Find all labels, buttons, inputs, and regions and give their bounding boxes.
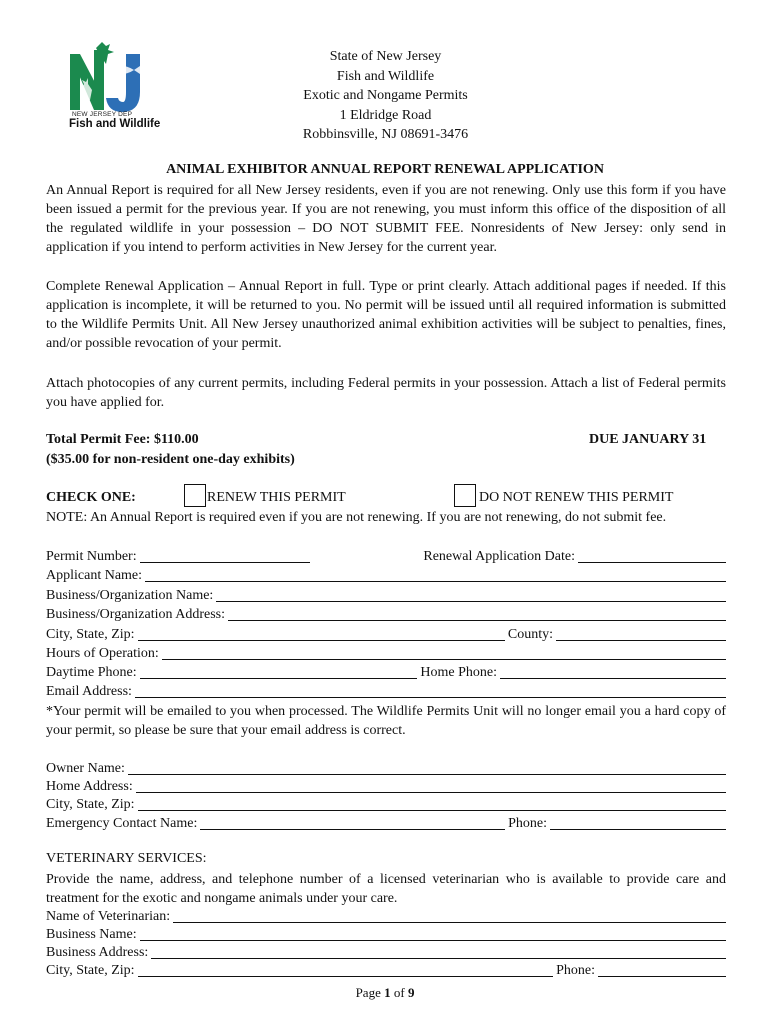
org-name-field[interactable] — [216, 589, 726, 602]
org-address-row — [46, 606, 726, 623]
vet-heading: VETERINARY SERVICES: — [46, 851, 207, 866]
email-row — [46, 683, 726, 700]
logo-caption-small: NEW JERSEY DEP — [72, 111, 133, 118]
vet-business-address-field[interactable] — [151, 946, 726, 959]
owner-name-field[interactable] — [128, 762, 726, 775]
header-line-unit: Exotic and Nongame Permits — [303, 88, 468, 103]
agency-address-block — [0, 47, 770, 145]
email-field[interactable] — [135, 685, 726, 698]
vet-name-label: Name of Veterinarian: — [46, 909, 171, 924]
do-not-renew-checkbox[interactable] — [454, 484, 476, 507]
owner-city-row — [46, 796, 726, 813]
emergency-contact-label: Emergency Contact Name: — [46, 816, 198, 831]
applicant-name-label: Applicant Name: — [46, 568, 143, 583]
org-name-label: Business/Organization Name: — [46, 588, 214, 603]
emergency-contact-row — [46, 815, 726, 832]
logo-caption-large: Fish and Wildlife — [69, 118, 161, 130]
owner-city-field[interactable] — [138, 798, 726, 811]
hours-field[interactable] — [162, 647, 726, 660]
applicant-name-field[interactable] — [145, 569, 726, 582]
daytime-phone-field[interactable] — [140, 666, 418, 679]
vet-city-label: City, State, Zip: — [46, 963, 135, 978]
email-note: *Your permit will be emailed to you when processed. The Wildlife Permits Unit will no longer email you a hard copy of your permit, so please be sure that your email address is correct. — [46, 704, 726, 738]
home-address-field[interactable] — [136, 780, 726, 793]
home-address-label: Home Address: — [46, 779, 133, 794]
nonresident-fee: ($35.00 for non-resident one-day exhibits) — [46, 452, 295, 467]
owner-name-row — [46, 760, 726, 777]
emergency-phone-label: Phone: — [508, 816, 547, 831]
renewal-date-field[interactable] — [578, 550, 726, 563]
email-label: Email Address: — [46, 684, 132, 699]
applicant-name-row — [46, 567, 726, 584]
renewal-date-label: Renewal Application Date: — [423, 549, 575, 564]
city-county-row — [46, 626, 726, 643]
phones-row — [46, 664, 726, 681]
intro-paragraph-1: An Annual Report is required for all New Jersey residents, even if you are not renewing. Only use this form if you have been issued a permit for the previous year. If you are not renewing, you must inform this office of the disposition of all the regulated wildlife in your possession – DO NOT SUBMIT FEE. Nonresidents of New Jersey: only send in application if you intend to perform activities in New Jersey for the current year. — [46, 183, 726, 255]
vet-city-row — [46, 962, 726, 979]
city-state-zip-field[interactable] — [138, 628, 505, 641]
permit-number-row — [46, 548, 726, 565]
vet-business-address-row — [46, 944, 726, 961]
vet-name-row — [46, 908, 726, 925]
vet-phone-label: Phone: — [556, 963, 595, 978]
city-state-zip-label: City, State, Zip: — [46, 627, 135, 642]
owner-city-label: City, State, Zip: — [46, 797, 135, 812]
daytime-phone-label: Daytime Phone: — [46, 665, 137, 680]
header-line-state: State of New Jersey — [329, 49, 442, 64]
emergency-phone-field[interactable] — [550, 817, 726, 830]
page-indicator — [0, 985, 770, 1001]
owner-name-label: Owner Name: — [46, 761, 125, 776]
hours-row — [46, 645, 726, 662]
vet-business-name-field[interactable] — [140, 928, 726, 941]
renew-permit-checkbox[interactable] — [184, 484, 206, 507]
page-word: Page — [355, 985, 381, 1000]
total-permit-fee: Total Permit Fee: $110.00 — [46, 432, 199, 447]
vet-business-name-row — [46, 926, 726, 943]
page-number: 1 — [384, 985, 391, 1000]
intro-paragraph-2: Complete Renewal Application – Annual Report in full. Type or print clearly. Attach additional pages if needed. If this application is incomplete, it will be returned to you. No permit will be issued until all required information is submitted to the Wildlife Permits Unit. All New Jersey unauthorized animal exhibition activities will be subject to penalties, fines, and/or possible revocation of your permit. — [46, 279, 726, 351]
hours-label: Hours of Operation: — [46, 646, 159, 661]
vet-name-field[interactable] — [173, 910, 726, 923]
header-line-city: Robbinsville, NJ 08691-3476 — [302, 127, 469, 142]
vet-phone-field[interactable] — [598, 964, 726, 977]
vet-business-name-label: Business Name: — [46, 927, 137, 942]
intro-paragraph-3: Attach photocopies of any current permits, including Federal permits in your possession. Attach a list of Federal permits you have applied for. — [46, 376, 726, 410]
county-label: County: — [507, 627, 553, 642]
form-title: ANIMAL EXHIBITOR ANNUAL REPORT RENEWAL APPLICATION — [166, 162, 604, 177]
emergency-contact-field[interactable] — [200, 817, 505, 830]
header-line-division: Fish and Wildlife — [336, 68, 435, 84]
county-field[interactable] — [556, 628, 726, 641]
home-phone-field[interactable] — [500, 666, 726, 679]
permit-number-field[interactable] — [140, 550, 310, 563]
check-note: NOTE: An Annual Report is required even if you are not renewing. If you are not renewing, do not submit fee. — [46, 510, 667, 525]
home-address-row — [46, 778, 726, 795]
page-total: 9 — [407, 985, 415, 1000]
vet-business-address-label: Business Address: — [46, 945, 149, 960]
vet-city-field[interactable] — [138, 964, 554, 977]
org-address-label: Business/Organization Address: — [46, 607, 226, 622]
home-phone-label: Home Phone: — [420, 665, 497, 680]
of-word: of — [393, 985, 405, 1000]
renew-permit-label: RENEW THIS PERMIT — [207, 490, 346, 505]
due-date: DUE JANUARY 31 — [589, 432, 707, 447]
check-one-label: CHECK ONE: — [46, 490, 136, 505]
header-line-street: 1 Eldridge Road — [339, 107, 432, 123]
org-name-row — [46, 587, 726, 604]
permit-number-label: Permit Number: — [46, 549, 137, 564]
vet-instructions: Provide the name, address, and telephone number of a licensed veterinarian who is available to provide care and treatment for the exotic and nongame animals under your care. — [46, 872, 726, 906]
org-address-field[interactable] — [228, 608, 726, 621]
do-not-renew-label: DO NOT RENEW THIS PERMIT — [479, 490, 674, 505]
